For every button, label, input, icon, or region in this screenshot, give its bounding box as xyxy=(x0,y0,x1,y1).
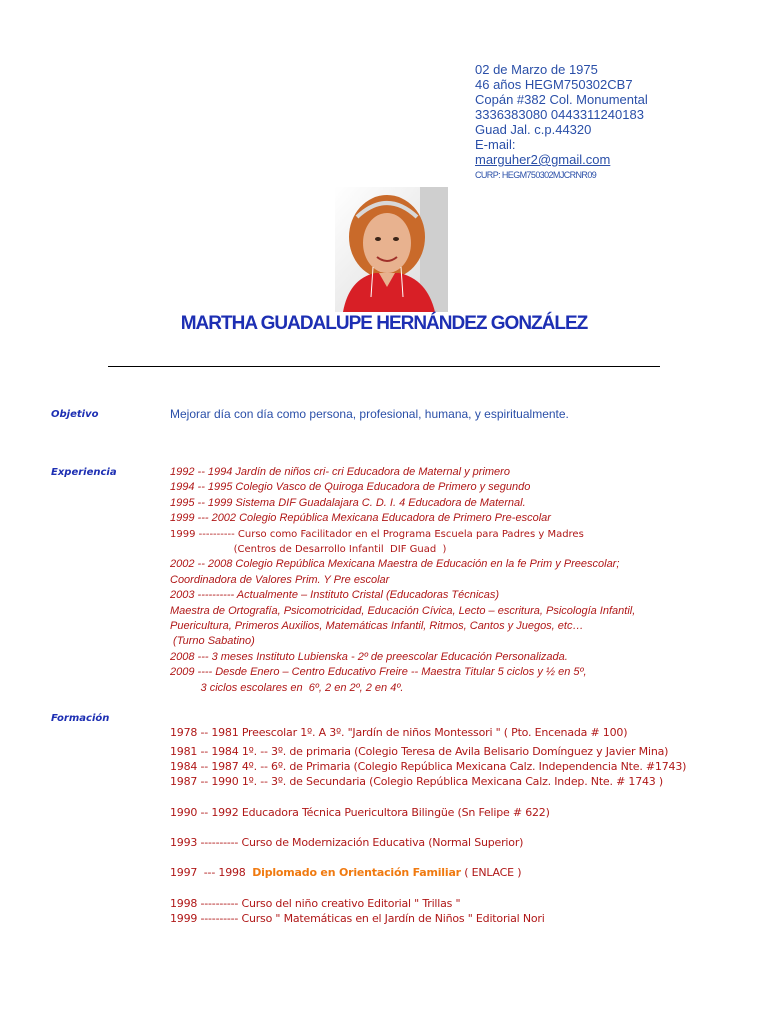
experience-line: 2003 ---------- Actualmente – Instituto Cristal (Educadoras Técnicas) xyxy=(170,589,500,602)
experience-line: (Centros de Desarrollo Infantil DIF Guad ) xyxy=(170,544,447,556)
age-rfc: 46 años HEGM750302CB7 xyxy=(475,77,633,92)
email-link[interactable]: marguher2@gmail.com xyxy=(475,152,611,167)
education-line-diploma xyxy=(170,866,521,879)
education-line: 1978 -- 1981 Preescolar 1º. A 3º. "Jardín de niños Montessori " ( Pto. Encenada # 100) xyxy=(170,726,628,739)
full-name: MARTHA GUADALUPE HERNÁNDEZ GONZÁLEZ xyxy=(180,313,588,334)
experience-label: Experiencia xyxy=(51,467,117,478)
experience-line: 1999 --- 2002 Colegio República Mexicana Educadora de Primero Pre-escolar xyxy=(170,512,551,525)
contact-block xyxy=(475,62,648,183)
education-line: 1981 -- 1984 1º. -- 3º. de primaria (Colegio Teresa de Avila Belisario Domínguez y Javier Mina) xyxy=(170,745,669,758)
experience-line: 1992 -- 1994 Jardín de niños cri- cri Educadora de Maternal y primero xyxy=(170,466,510,478)
education-line: 1998 ---------- Curso del niño creativo Editorial " Trillas " xyxy=(170,897,461,910)
experience-line: 2008 --- 3 meses Instituto Lubienska - 2º de preescolar Educación Personalizada. xyxy=(170,650,568,663)
diploma-title: Diplomado en Orientación Familiar xyxy=(252,866,461,879)
diploma-institution: ( ENLACE ) xyxy=(460,866,522,879)
education-line: 1993 ---------- Curso de Modernización Educativa (Normal Superior) xyxy=(170,836,524,849)
experience-line: Maestra de Ortografía, Psicomotricidad, Educación Cívica, Lecto – escritura, Psicología Infantil, xyxy=(170,604,636,617)
education-line: 1984 -- 1987 4º. -- 6º. de Primaria (Colegio República Mexicana Calz. Independencia Nte. #1743) xyxy=(170,760,687,773)
experience-line: (Turno Sabatino) xyxy=(170,635,255,648)
objective-label: Objetivo xyxy=(51,409,99,420)
experience-line: 2002 -- 2008 Colegio República Mexicana Maestra de Educación en la fe Prim y Preescolar; xyxy=(170,558,620,571)
education-line: 1990 -- 1992 Educadora Técnica Puericultora Bilingüe (Sn Felipe # 622) xyxy=(170,806,550,819)
education-line: 1999 ---------- Curso " Matemáticas en el Jardín de Niños " Editorial Nori xyxy=(170,912,545,925)
experience-line: Puericultura, Primeros Auxilios, Matemáticas Infantil, Ritmos, Cantos y Juegos, etc… xyxy=(170,620,584,633)
phones: 3336383080 0443311240183 xyxy=(475,107,644,122)
experience-line: 2009 ---- Desde Enero – Centro Educativo Freire -- Maestra Titular 5 ciclos y ½ en 5º, xyxy=(170,666,587,679)
profile-photo xyxy=(335,187,448,312)
email-label: E-mail: xyxy=(475,137,516,152)
city: Guad Jal. c.p.44320 xyxy=(475,122,592,137)
address: Copán #382 Col. Monumental xyxy=(475,92,648,107)
objective-text: Mejorar día con día como persona, profesional, humana, y espiritualmente. xyxy=(170,407,569,421)
experience-line: Coordinadora de Valores Prim. Y Pre escolar xyxy=(170,573,390,586)
divider-line xyxy=(108,366,660,367)
education-label: Formación xyxy=(51,713,110,724)
curp: CURP: HEGM750302MJCRNR09 xyxy=(475,170,597,180)
experience-line: 3 ciclos escolares en 6º, 2 en 2º, 2 en 4º. xyxy=(170,681,404,694)
experience-line: 1995 -- 1999 Sistema DIF Guadalajara C. D. I. 4 Educadora de Maternal. xyxy=(170,496,526,509)
diploma-years: 1997 --- 1998 xyxy=(170,866,253,879)
experience-line: 1999 ---------- Curso como Facilitador en el Programa Escuela para Padres y Madres xyxy=(170,528,584,540)
education-line: 1987 -- 1990 1º. -- 3º. de Secundaria (Colegio República Mexicana Calz. Indep. Nte. # 1743 ) xyxy=(170,775,663,788)
experience-list xyxy=(170,465,730,696)
birthdate: 02 de Marzo de 1975 xyxy=(475,62,598,77)
experience-line: 1994 -- 1995 Colegio Vasco de Quiroga Educadora de Primero y segundo xyxy=(170,481,531,494)
